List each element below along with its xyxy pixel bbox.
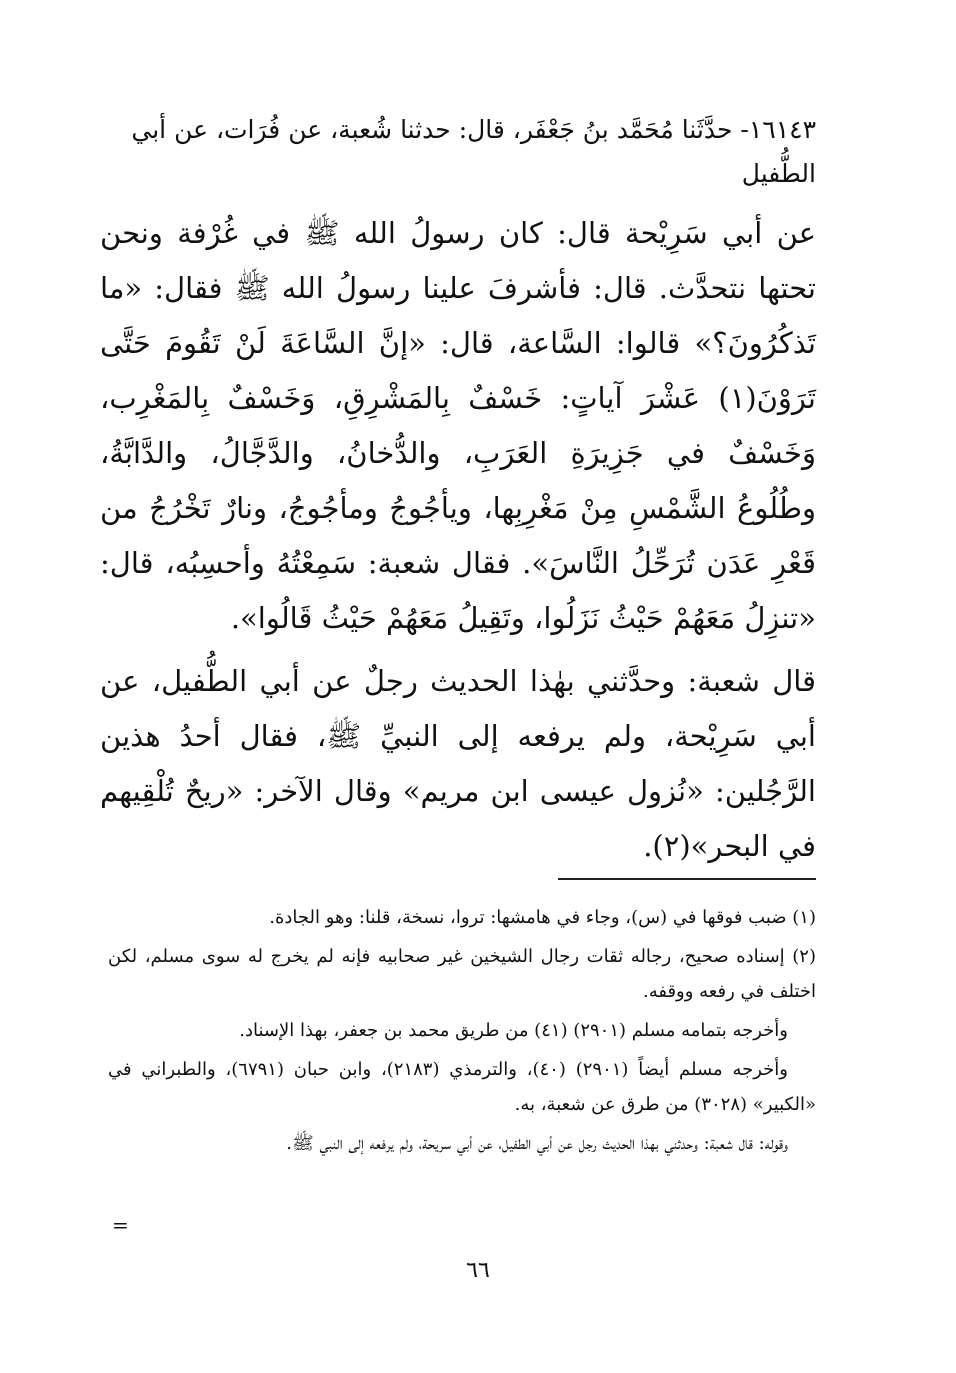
footnote-2-continuation: وأخرجه بتمامه مسلم (٢٩٠١) (٤١) من طريق محمد بن جعفر، بهذا الإسناد. [239,1020,788,1041]
footnote-2-continuation: وأخرجه مسلم أيضاً (٢٩٠١) (٤٠)، والترمذي (٢١٨٣)، وابن حبان (٦٧٩١)، والطبراني في «الكبير» (٣٠٢٨) من طرق عن شعبة، به. [108,1059,816,1115]
narrator-note: قال شعبة: وحدَّثني بهٰذا الحديث رجلٌ عن أبي الطُّفيل، عن أبي سَرِيْحة، ولم يرفعه إلى النبيِّ ﷺ، فقال أحدُ هذين الرَّجُلين: «نُزول عيسى ابن مريم» وقال الآخر: «ريحٌ تُلْقِيهم في البحر»(٢). [100,664,816,863]
footnote-separator [558,878,816,880]
footnote-2-continuation: وقوله: قال شعبة: وحدثني بهذا الحديث رجل عن أبي الطفيل، عن أبي سريحة، ولم يرفعه إلى النبي ﷺ. [286,1133,788,1154]
footnote-1: (١) ضبب فوقها في (س)، وجاء في هامشها: تروا، نسخة، قلنا: وهو الجادة. [269,907,816,928]
continuation-mark: = [112,1213,129,1237]
hadith-header: ١٦١٤٣- حدَّثَنا مُحَمَّد بنُ جَعْفَر، قال: حدثنا شُعبة، عن فُرَات، عن أبي الطُّفيل [131,115,816,188]
page-number: ٦٦ [466,1258,490,1283]
hadith-text: عن أبي سَرِيْحة قال: كان رسولُ الله ﷺ في غُرْفة ونحن تحتها نتحدَّث. قال: فأشرفَ علينا رسولُ الله ﷺ فقال: «ما تَذكُرُونَ؟» قالوا: السَّاعة، قال: «إنَّ السَّاعَةَ لَنْ تَقُومَ حَتَّى تَرَوْنَ(١) عَشْرَ آياتٍ: خَسْفٌ بِالمَشْرِقِ، وَخَسْفٌ بِالمَغْرِب، وَخَسْفٌ في جَزِيرَةِ العَرَبِ، والدُّخانُ، والدَّجَّالُ، والدَّابَّةُ، وطُلُوعُ الشَّمْسِ مِنْ مَغْرِبِها، ويأجُوجُ ومأجُوجُ، ونارٌ تَخْرُجُ من قَعْرِ عَدَن تُرَحِّلُ النَّاسَ». فقال شعبة: سَمِعْتُهُ وأحسِبُه، قال: «تنزِلُ مَعَهُمْ حَيْثُ نَزَلُوا، وتَقِيلُ مَعَهُمْ حَيْثُ قَالُوا». [100,216,816,635]
footnotes [108,900,816,1165]
footnote-2: (٢) إسناده صحيح، رجاله ثقات رجال الشيخين غير صحابيه فإنه لم يخرج له سوى مسلم، لكن اختلف في رفعه ووقفه. [108,946,816,1002]
